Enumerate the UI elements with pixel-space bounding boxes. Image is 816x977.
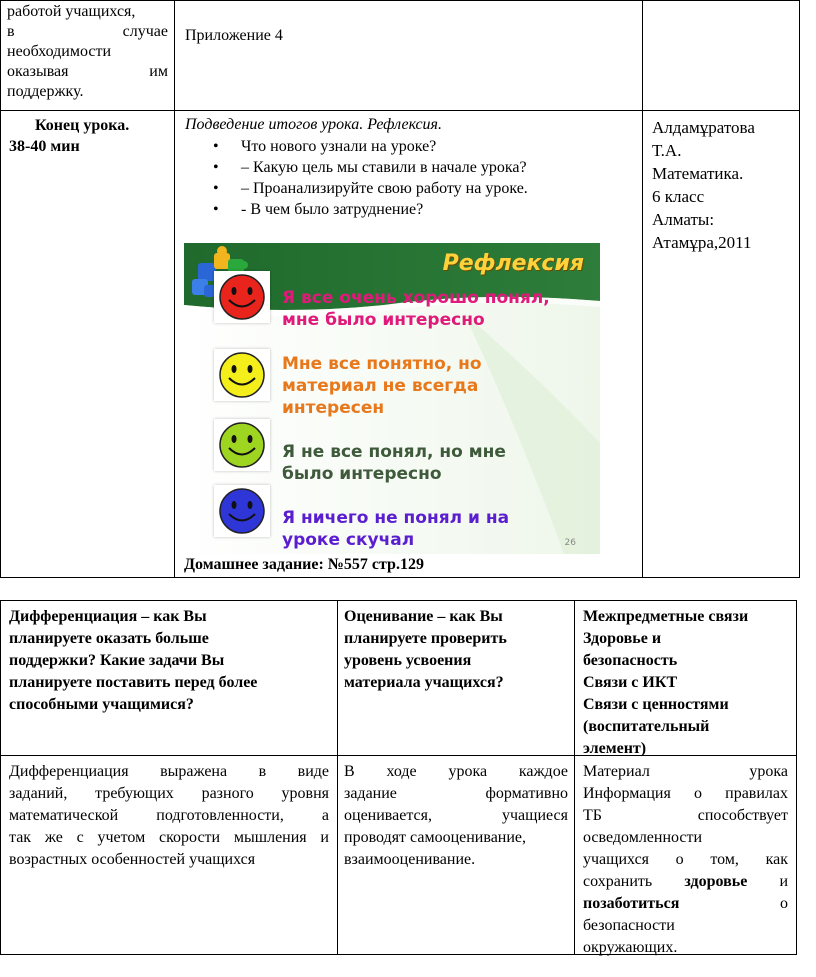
assessment-header-cell: [337, 600, 575, 756]
question-item: • – Какую цель мы ставили в начале урока?: [185, 157, 625, 178]
differentiation-body-line: возрастных особенностей учащихся: [9, 851, 256, 868]
smiley-caption-line: Я ничего не понял и на: [282, 508, 510, 528]
assessment-body-line: проводят самооценивание,: [344, 829, 527, 846]
resources-cell: [642, 110, 800, 578]
row1-col2-cell: [174, 0, 643, 111]
row1-col1-line: необходимости: [7, 43, 112, 60]
assessment-body-line: В ходе урока каждое: [344, 763, 568, 780]
differentiation-body-line: так же с учетом скорости мышления и: [9, 829, 329, 846]
crosslinks-header-line: Межпредметные связи: [583, 608, 749, 625]
question-list: [185, 136, 625, 220]
assessment-header-line: уровень усвоения: [344, 652, 472, 669]
stage-time: 38-40 мин: [9, 138, 80, 155]
crosslinks-body-line: осведомленности: [583, 829, 703, 846]
row1-col1-line: оказывая им: [7, 63, 168, 80]
smiley-caption: [282, 441, 506, 485]
blue-smiley-icon: [214, 485, 270, 537]
resource-line: Алматы:: [652, 210, 715, 229]
differentiation-header-cell: [0, 600, 338, 756]
crosslinks-body-word: сохранить: [583, 873, 653, 890]
reflection-slide: [184, 243, 600, 554]
assessment-header-line: планируете проверить: [344, 630, 507, 647]
resource-line: Т.А.: [652, 141, 682, 160]
smiley-caption-line: было интересно: [282, 464, 442, 484]
row1-col1-line: работой учащихся,: [7, 3, 136, 20]
stage-title: Конец урока.: [35, 117, 130, 134]
appendix-label: Приложение 4: [185, 27, 283, 44]
smiley-caption-line: уроке скучал: [282, 530, 415, 550]
smiley-caption-line: Я все очень хорошо понял,: [282, 288, 550, 308]
crosslinks-header-cell: [574, 600, 797, 756]
assessment-header-line: Оценивание – как Вы: [344, 608, 503, 625]
smiley-box: [214, 485, 270, 537]
crosslinks-header-line: (воспитательный: [583, 718, 710, 735]
crosslinks-header-line: Здоровье и: [583, 630, 662, 647]
smiley-caption-line: Я не все понял, но мне: [282, 442, 506, 462]
assessment-body-line: оценивается, учащиеся: [344, 807, 568, 824]
smiley-caption-line: материал не всегда: [282, 376, 479, 396]
differentiation-header-line: планируете поставить перед более: [9, 674, 258, 691]
smiley-caption: [282, 287, 550, 331]
smiley-caption: [282, 507, 509, 551]
smiley-box: [214, 271, 270, 323]
crosslinks-header-line: безопасность: [583, 652, 678, 669]
crosslinks-body-line: Информация о правилах: [583, 785, 788, 802]
assessment-body-line: задание формативно: [344, 785, 568, 802]
crosslinks-body-word: и: [779, 873, 788, 890]
row1-col1-line: поддержку.: [7, 83, 84, 100]
green-smiley-icon: [214, 419, 270, 471]
crosslinks-header-line: Связи с ИКТ: [583, 674, 678, 691]
assessment-body-cell: [337, 755, 575, 955]
assessment-table: [0, 600, 797, 955]
assessment-body-line: взаимооценивание.: [344, 851, 476, 868]
crosslinks-body-line: Материал урока: [583, 763, 788, 780]
assessment-header-line: материала учащихся?: [344, 674, 504, 691]
question-item: • - В чем было затруднение?: [185, 199, 625, 220]
crosslinks-body-word: позаботиться: [583, 895, 680, 912]
crosslinks-body-line: ТБ способствует: [583, 807, 788, 824]
resource-line: 6 класс: [652, 187, 705, 206]
smiley-caption: [282, 353, 482, 419]
differentiation-body-line: математической подготовленности, а: [9, 807, 329, 824]
crosslinks-header-line: Связи с ценностями: [583, 696, 729, 713]
crosslinks-body-line: безопасности: [583, 917, 675, 934]
crosslinks-body-line: учащихся о том, как: [583, 851, 788, 868]
red-smiley-icon: [214, 271, 270, 323]
crosslinks-body-cell: [574, 755, 797, 955]
differentiation-body-line: заданий, требующих разного уровня: [9, 785, 329, 802]
smiley-caption-line: Мне все понятно, но: [282, 354, 482, 374]
reflection-heading: Подведение итогов урока. Рефлексия.: [185, 116, 442, 133]
smiley-box: [214, 349, 270, 401]
stage-cell: [0, 110, 175, 578]
differentiation-header-line: Дифференциация – как Вы: [9, 608, 207, 625]
differentiation-header-line: поддержки? Какие задачи Вы: [9, 652, 225, 669]
slide-title: Рефлексия: [442, 251, 584, 276]
crosslinks-body-line: окружающих.: [583, 939, 678, 956]
row1-col1-line: в случае: [7, 23, 168, 40]
smiley-caption-line: интересен: [282, 398, 385, 418]
question-item: • – Проанализируйте свою работу на уроке.: [185, 178, 625, 199]
smiley-box: [214, 419, 270, 471]
resource-line: Атамұра,2011: [652, 233, 752, 252]
differentiation-body-line: Дифференциация выражена в виде: [9, 763, 329, 780]
resource-line: Математика.: [652, 164, 744, 183]
yellow-smiley-icon: [214, 349, 270, 401]
differentiation-header-line: планируете оказать больше: [9, 630, 209, 647]
row1-col3-cell: [642, 0, 800, 111]
question-item: • Что нового узнали на уроке?: [185, 136, 625, 157]
slide-page-number: 26: [564, 538, 576, 548]
smiley-caption-line: мне было интересно: [282, 310, 485, 330]
crosslinks-body-word: о: [780, 895, 788, 912]
differentiation-header-line: способными учащимися?: [9, 696, 194, 713]
crosslinks-body-word: здоровье: [684, 873, 748, 890]
crosslinks-header-line: элемент): [583, 740, 647, 757]
resource-line: Алдамұратова: [652, 118, 755, 137]
homework-line: Домашнее задание: №557 стр.129: [184, 556, 424, 573]
differentiation-body-cell: [0, 755, 338, 955]
row1-col1-cell: [0, 0, 175, 111]
